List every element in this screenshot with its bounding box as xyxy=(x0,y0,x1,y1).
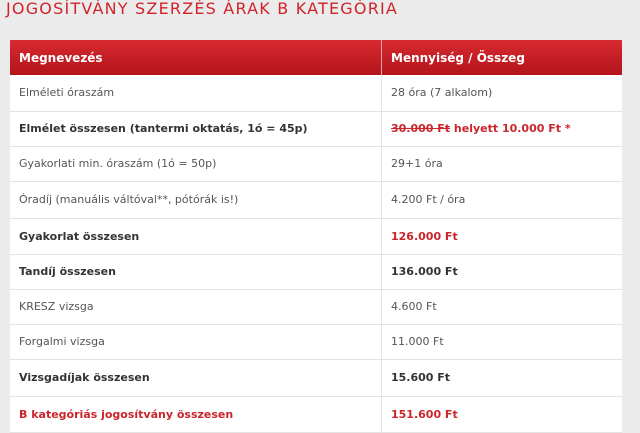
table-row xyxy=(10,324,622,359)
row-label: KRESZ vizsga xyxy=(10,289,382,324)
table-row xyxy=(10,146,622,181)
row-label: Forgalmi vizsga xyxy=(10,324,382,359)
row-label: Gyakorlat összesen xyxy=(10,218,382,254)
row-value: 29+1 óra xyxy=(382,146,623,181)
table-header-row xyxy=(10,40,622,75)
row-value: 4.600 Ft xyxy=(382,289,623,324)
table-row xyxy=(10,75,622,111)
discount-price: helyett 10.000 Ft * xyxy=(453,122,571,135)
row-label: Óradíj (manuális váltóval**, pótórák is!) xyxy=(10,181,382,218)
page-title: JOGOSÍTVÁNY SZERZÉS ÁRAK B KATEGÓRIA xyxy=(6,0,399,18)
row-label: Vizsgadíjak összesen xyxy=(10,359,382,396)
row-label: Elmélet összesen (tantermi oktatás, 1ó = 45p) xyxy=(10,111,382,146)
row-value xyxy=(382,111,623,146)
column-header-amount: Mennyiség / Összeg xyxy=(382,40,623,75)
table-row xyxy=(10,218,622,254)
row-label: Gyakorlati min. óraszám (1ó = 50p) xyxy=(10,146,382,181)
row-value: 28 óra (7 alkalom) xyxy=(382,75,623,111)
row-value: 11.000 Ft xyxy=(382,324,623,359)
row-value: 4.200 Ft / óra xyxy=(382,181,623,218)
table-row xyxy=(10,396,622,432)
table-row xyxy=(10,181,622,218)
table-row xyxy=(10,289,622,324)
table-row xyxy=(10,111,622,146)
column-header-name: Megnevezés xyxy=(10,40,382,75)
price-table xyxy=(10,40,622,433)
row-label: B kategóriás jogosítvány összesen xyxy=(10,396,382,432)
row-value: 151.600 Ft xyxy=(382,396,623,432)
row-label: Tandíj összesen xyxy=(10,254,382,289)
row-value: 126.000 Ft xyxy=(382,218,623,254)
old-price: 30.000 Ft xyxy=(391,122,451,135)
row-value: 15.600 Ft xyxy=(382,359,623,396)
table-row xyxy=(10,254,622,289)
row-value: 136.000 Ft xyxy=(382,254,623,289)
row-label: Elméleti óraszám xyxy=(10,75,382,111)
table-row xyxy=(10,359,622,396)
